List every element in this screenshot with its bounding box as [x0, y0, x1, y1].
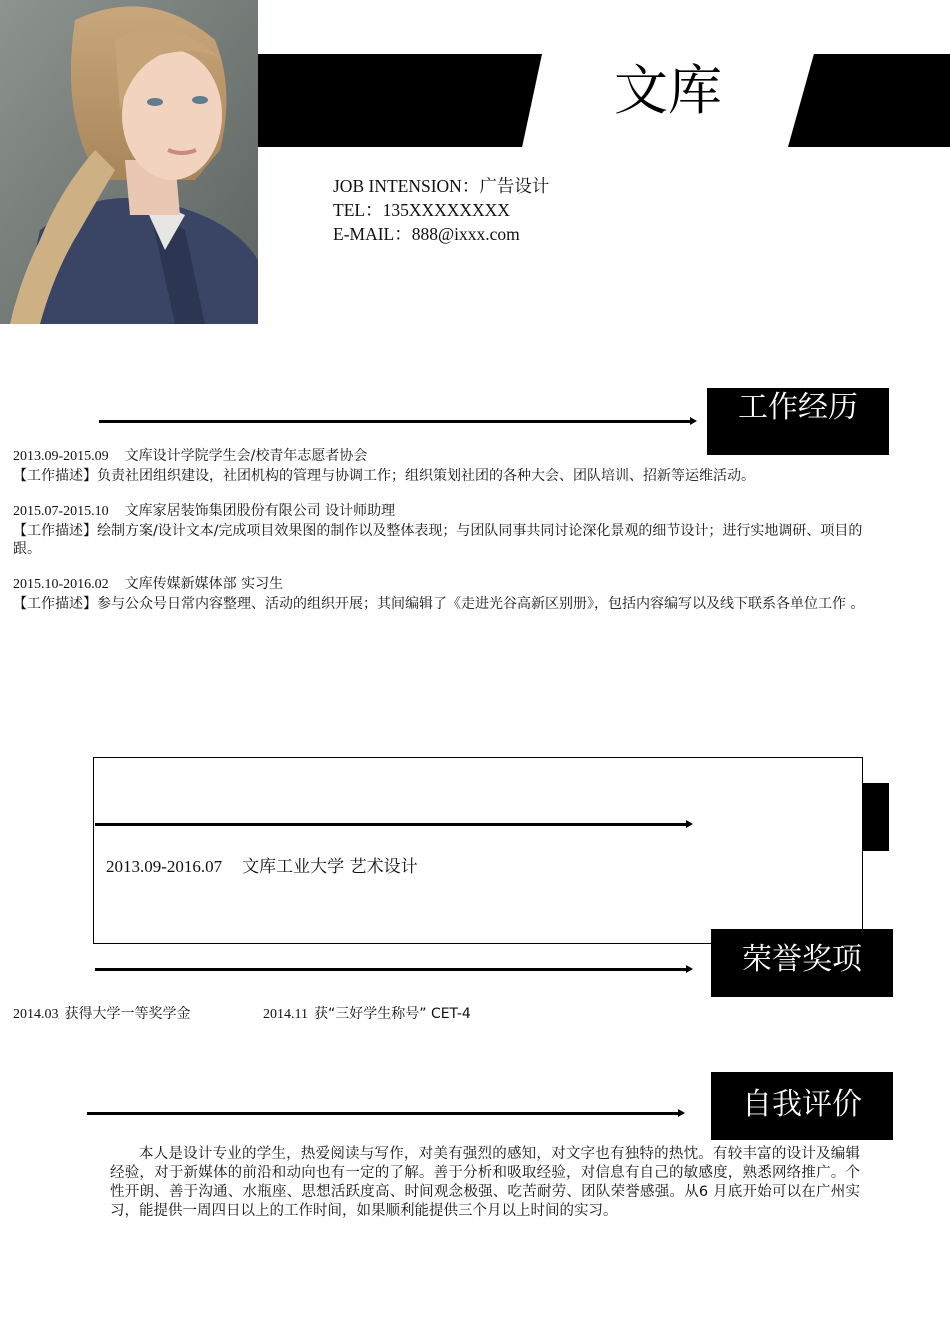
education-frame [93, 757, 863, 944]
award-date: 2014.11 [263, 1007, 308, 1022]
education-date: 2013.09-2016.07 [106, 857, 223, 876]
self-eval-divider [87, 1112, 679, 1115]
work-entry [13, 447, 873, 485]
job-intension: JOB INTENSION：广告设计 [333, 176, 550, 196]
education-divider [95, 823, 687, 826]
portrait-image [0, 0, 258, 324]
header-band-right [788, 54, 950, 147]
self-eval-text: 本人是设计专业的学生，热爱阅读与写作，对美有强烈的感知，对文字也有独特的热忱。有较丰富的设计及编辑经验，对于新媒体的前沿和动向也有一定的了解。善于分析和吸取经验，对信息有自己的敏感度，熟悉网络推广。个性开朗、善于沟通、水瓶座、思想活跃度高、时间观念极强、吃苦耐劳、团队荣誉感强。从6 月底开始可以在广州实习，能提供一周四日以上的工作时间，如果顺利能提供三个月以上时间的实习。 [110, 1146, 860, 1219]
education-entry [106, 852, 418, 877]
candidate-name: 文库 [614, 59, 722, 122]
work-entry-date: 2015.10-2016.02 [13, 577, 109, 592]
work-entry-desc: 【工作描述】参与公众号日常内容整理、活动的组织开展；其间编辑了《走进光谷高新区别册》，包括内容编写以及线下联系各单位工作 。 [13, 595, 865, 612]
work-entry-org: 文库设计学院学生会/校青年志愿者协会 [124, 448, 368, 464]
award-item [13, 1003, 191, 1023]
phone-number: TEL：135XXXXXXXX [333, 200, 510, 220]
work-section-title: 工作经历 [707, 388, 889, 455]
profile-photo [0, 0, 258, 324]
work-entry [13, 502, 873, 559]
award-text: 获得大学一等奖学金 [64, 1006, 191, 1022]
header-band-left [258, 54, 542, 147]
education-title-tab [862, 783, 889, 851]
work-entry-date: 2015.07-2015.10 [13, 504, 109, 519]
work-entry-org: 文库传媒新媒体部 实习生 [124, 576, 284, 592]
awards-divider [95, 968, 687, 971]
work-entry-org: 文库家居装饰集团股份有限公司 设计师助理 [124, 503, 396, 519]
work-entry-date: 2013.09-2015.09 [13, 449, 109, 464]
work-entry-desc: 【工作描述】绘制方案/设计文本/完成项目效果图的制作以及整体表现；与团队同事共同讨论深化景观的细节设计；进行实地调研、项目的跟。 [13, 522, 863, 557]
award-text: 获“三好学生称号” CET-4 [313, 1006, 471, 1022]
self-eval-section-title: 自我评价 [711, 1072, 893, 1140]
work-entry [13, 575, 873, 613]
education-school: 文库工业大学 艺术设计 [242, 857, 418, 877]
work-section-divider [99, 420, 691, 423]
awards-section-title: 荣誉奖项 [711, 929, 893, 997]
award-item [263, 1003, 471, 1023]
email-address: E-MAIL：888@ixxx.com [333, 224, 520, 244]
award-date: 2014.03 [13, 1007, 59, 1022]
work-entry-desc: 【工作描述】负责社团组织建设，社团机构的管理与协调工作；组织策划社团的各种大会、团队培训、招新等运维活动。 [13, 467, 755, 484]
